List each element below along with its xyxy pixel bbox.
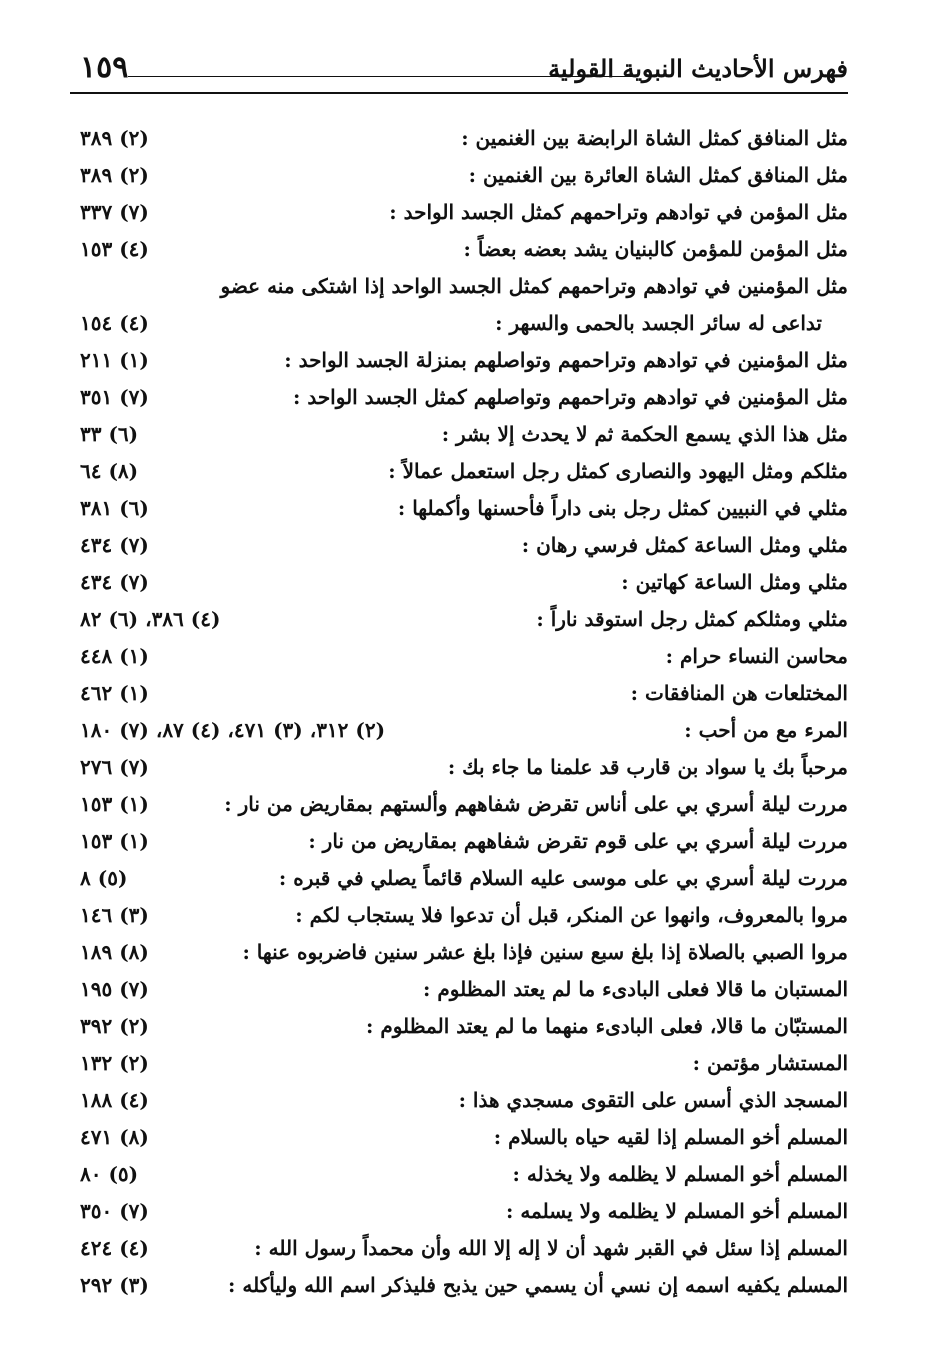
index-entry xyxy=(80,1193,848,1230)
volume-page-ref: (٢) ٣٩٢ xyxy=(80,1014,149,1038)
index-entry xyxy=(80,786,848,823)
index-entry xyxy=(80,1267,848,1304)
index-entry xyxy=(80,675,848,712)
hadith-text: مرحباً بك يا سواد بن قارب قد علمنا ما جاء بك : xyxy=(447,755,848,779)
index-entry xyxy=(80,564,848,601)
hadith-text: مثل هذا الذي يسمع الحكمة ثم لا يحدث إلا بشر : xyxy=(441,422,848,446)
volume-page-ref: (٤) ١٥٣ xyxy=(80,237,149,261)
index-entry xyxy=(80,1045,848,1082)
hadith-text: مثل المؤمن في توادهم وتراحمهم كمثل الجسد الواحد : xyxy=(389,200,848,224)
index-entry xyxy=(80,527,848,564)
hadith-text: مررت ليلة أسري بي على أناس تقرض شفاههم وألستهم بمقاريض من نار : xyxy=(224,792,848,816)
hadith-text: مثلي في النبيين كمثل رجل بنى داراً فأحسنها وأكملها : xyxy=(397,496,848,520)
hadith-text: مررت ليلة أسري بي على قوم تقرض شفاههم بمقاريض من نار : xyxy=(308,829,848,853)
volume-page-ref: (٧) ٢٧٦ xyxy=(80,755,149,779)
volume-page-ref: (٣) ٢٩٢ xyxy=(80,1273,149,1297)
volume-page-ref: (٧) ٣٥١ xyxy=(80,385,149,409)
index-entry xyxy=(80,1156,848,1193)
index-entry xyxy=(80,971,848,1008)
volume-page-ref: (١) ١٥٣ xyxy=(80,792,149,816)
index-entry xyxy=(80,490,848,527)
hadith-text: المستشار مؤتمن : xyxy=(692,1051,848,1075)
index-entry xyxy=(80,1230,848,1267)
index-entry xyxy=(80,268,848,305)
volume-page-ref: (٧) ٣٥٠ xyxy=(80,1199,149,1223)
index-entry xyxy=(80,897,848,934)
hadith-text: مررت ليلة أسري بي على موسى عليه السلام قائماً يصلي في قبره : xyxy=(278,866,848,890)
volume-page-ref: (٤) ٣٨٦، (٦) ٨٢ xyxy=(80,607,221,631)
index-entry xyxy=(80,305,848,342)
hadith-text: محاسن النساء حرام : xyxy=(665,644,848,668)
hadith-text: مثلي ومثل الساعة كمثل فرسي رهان : xyxy=(521,533,848,557)
hadith-text: المستبّان ما قالا، فعلى البادىء منهما ما لم يعتد المظلوم : xyxy=(365,1014,848,1038)
hadith-text: مروا بالمعروف، وانهوا عن المنكر، قبل أن تدعوا فلا يستجاب لكم : xyxy=(295,903,848,927)
volume-page-ref: (٧) ٣٣٧ xyxy=(80,200,149,224)
volume-page-ref: (٣) ١٤٦ xyxy=(80,903,149,927)
header-rule xyxy=(70,92,848,94)
index-entry xyxy=(80,453,848,490)
index-entry xyxy=(80,342,848,379)
hadith-text: المرء مع من أحب : xyxy=(684,718,848,742)
volume-page-ref: (٧) ٤٣٤ xyxy=(80,533,149,557)
volume-page-ref: (٢) ٣١٢، (٣) ٤٧١، (٤) ٨٧، (٧) ١٨٠ xyxy=(80,718,386,742)
hadith-text: مروا الصبي بالصلاة إذا بلغ سبع سنين فإذا بلغ عشر سنين فاضربوه عنها : xyxy=(242,940,848,964)
hadith-index-list xyxy=(80,120,848,1304)
volume-page-ref: (٨) ٤٧١ xyxy=(80,1125,149,1149)
index-entry xyxy=(80,231,848,268)
volume-page-ref: (١) ١٥٣ xyxy=(80,829,149,853)
index-entry xyxy=(80,379,848,416)
index-entry xyxy=(80,194,848,231)
volume-page-ref: (١) ٢١١ xyxy=(80,348,149,372)
volume-page-ref: (١) ٤٤٨ xyxy=(80,644,149,668)
hadith-text: مثل المنافق كمثل الشاة العائرة بين الغنمين : xyxy=(468,163,848,187)
running-title: فهرس الأحاديث النبوية القولية xyxy=(548,54,848,83)
volume-page-ref: (٥) ٨٠ xyxy=(80,1162,139,1186)
hadith-text: المسجد الذي أسس على التقوى مسجدي هذا : xyxy=(458,1088,848,1112)
hadith-text: المسلم يكفيه اسمه إن نسي أن يسمي حين يذبح فليذكر اسم الله وليأكله : xyxy=(228,1273,848,1297)
hadith-text: مثل المؤمن للمؤمن كالبنيان يشد بعضه بعضاً : xyxy=(463,237,848,261)
index-entry xyxy=(80,934,848,971)
index-entry xyxy=(80,120,848,157)
index-entry xyxy=(80,416,848,453)
volume-page-ref: (١) ٤٦٢ xyxy=(80,681,149,705)
hadith-text: مثل المؤمنين في توادهم وتراحمهم وتواصلهم كمثل الجسد الواحد : xyxy=(292,385,848,409)
volume-page-ref: (٤) ١٥٤ xyxy=(80,311,149,335)
hadith-text: المختلعات هن المنافقات : xyxy=(630,681,848,705)
index-entry xyxy=(80,1008,848,1045)
hadith-text: المستبان ما قالا فعلى البادىء ما لم يعتد المظلوم : xyxy=(423,977,848,1001)
hadith-text: مثلي ومثل الساعة كهاتين : xyxy=(621,570,848,594)
volume-page-ref: (٤) ٤٢٤ xyxy=(80,1236,149,1260)
index-entry xyxy=(80,1082,848,1119)
volume-page-ref: (٦) ٣٨١ xyxy=(80,496,149,520)
index-entry xyxy=(80,823,848,860)
volume-page-ref: (٧) ١٩٥ xyxy=(80,977,149,1001)
volume-page-ref: (٢) ٣٨٩ xyxy=(80,163,149,187)
index-entry xyxy=(80,749,848,786)
index-entry xyxy=(80,638,848,675)
index-entry xyxy=(80,601,848,638)
hadith-text: المسلم أخو المسلم لا يظلمه ولا يخذله : xyxy=(512,1162,848,1186)
hadith-text: مثل المؤمنين في توادهم وتراحمهم كمثل الجسد الواحد إذا اشتكى منه عضو xyxy=(220,274,848,298)
volume-page-ref: (٥) ٨ xyxy=(80,866,128,890)
hadith-text: مثلكم ومثل اليهود والنصارى كمثل رجل استعمل عمالاً : xyxy=(388,459,848,483)
page-number: ١٥٩ xyxy=(80,50,129,85)
volume-page-ref: (٧) ٤٣٤ xyxy=(80,570,149,594)
volume-page-ref: (٦) ٣٣ xyxy=(80,422,139,446)
hadith-text: مثل المؤمنين في توادهم وتراحمهم وتواصلهم بمنزلة الجسد الواحد : xyxy=(284,348,848,372)
hadith-text: المسلم أخو المسلم لا يظلمه ولا يسلمه : xyxy=(505,1199,848,1223)
hadith-text: مثل المنافق كمثل الشاة الرابضة بين الغنمين : xyxy=(461,126,848,150)
index-entry xyxy=(80,860,848,897)
volume-page-ref: (٢) ٣٨٩ xyxy=(80,126,149,150)
page-header xyxy=(70,50,848,94)
volume-page-ref: (٢) ١٣٢ xyxy=(80,1051,149,1075)
hadith-text: المسلم إذا سئل في القبر شهد أن لا إله إلا الله وأن محمداً رسول الله : xyxy=(254,1236,848,1260)
index-entry xyxy=(80,1119,848,1156)
hadith-text-continuation: تداعى له سائر الجسد بالحمى والسهر : xyxy=(495,311,822,335)
index-entry xyxy=(80,712,848,749)
volume-page-ref: (٤) ١٨٨ xyxy=(80,1088,149,1112)
volume-page-ref: (٨) ١٨٩ xyxy=(80,940,149,964)
hadith-text: المسلم أخو المسلم إذا لقيه حياه بالسلام : xyxy=(493,1125,848,1149)
index-entry xyxy=(80,157,848,194)
hadith-text: مثلي ومثلكم كمثل رجل استوقد ناراً : xyxy=(536,607,848,631)
volume-page-ref: (٨) ٦٤ xyxy=(80,459,139,483)
